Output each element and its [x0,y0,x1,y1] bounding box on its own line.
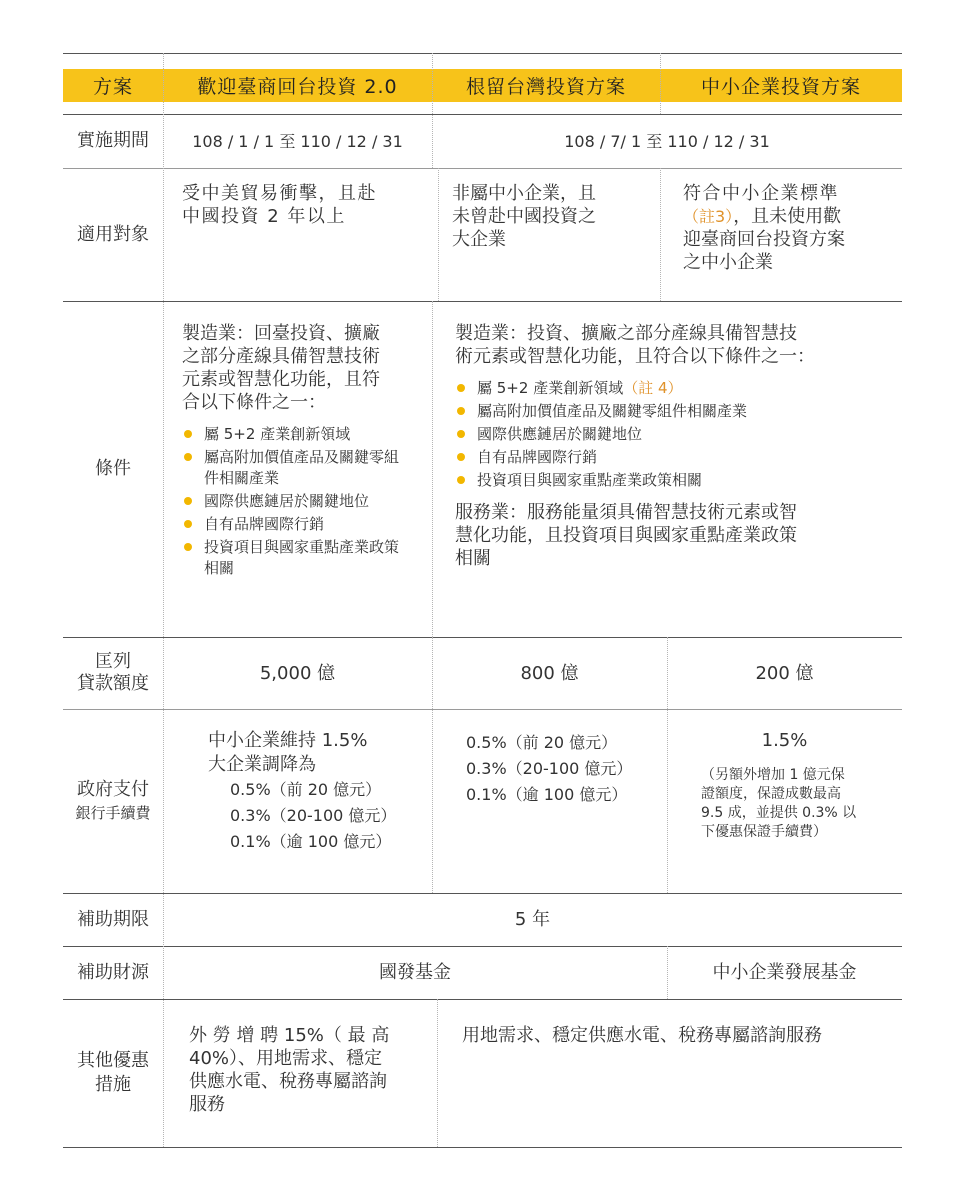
target-col2-line: 大企業 [452,229,506,250]
row-label-period: 實施期間 [77,130,149,151]
list-item: 自有品牌國際行銷 [182,514,427,535]
target-col1-line: 中國投資 2 年以上 [182,206,346,227]
fee-col2-tier: 0.1%（逾 100 億元） [466,785,628,804]
target-col3-line [683,205,898,228]
fee-col3-note-line: 證額度，保證成數最高 [701,786,841,802]
row-label-other-line2: 措施 [95,1074,131,1095]
rule-after-loan [63,709,902,710]
conditions-col23-service-line: 相關 [455,548,491,569]
table-bottom-rule [63,1147,902,1148]
header-taishang-return: 歡迎臺商回台投資 2.0 [197,76,398,98]
fee-col1-tier: 0.1%（逾 100 億元） [230,832,392,851]
target-col3-line: 之中小企業 [683,252,773,273]
table-top-rule [63,53,902,54]
fee-col3-note-line: 下優惠保證手續費） [701,824,827,840]
row-label-fee-line2: 銀行手續費 [75,804,151,822]
fee-col2 [466,730,666,808]
conditions-col1-bullets [182,424,427,579]
other-col23: 用地需求、穩定供應水電、稅務專屬諮詢服務 [462,1025,822,1046]
conditions-col1-intro-line: 合以下條件之一： [182,392,326,413]
conditions-col1 [182,322,427,581]
note-3: （註3） [683,207,734,226]
subsidy-period-value: 5 年 [514,909,551,930]
fee-col3-note-line: 9.5 成，並提供 0.3% 以 [701,805,857,821]
fee-col3-main: 1.5% [761,730,808,751]
target-col2 [452,182,657,251]
target-col3-line: 迎臺商回台投資方案 [683,229,845,250]
other-col1-line: 服務 [189,1094,225,1115]
list-item: 自有品牌國際行銷 [455,447,895,468]
row-label-other-line1: 其他優惠 [77,1050,149,1071]
note-4: （註 4） [623,379,683,397]
conditions-col23-bullets [455,378,895,491]
conditions-col23-intro-line: 製造業：投資、擴廠之部分產線具備智慧技 [455,323,797,344]
conditions-col23 [455,322,895,570]
fee-col1-tier: 0.3%（20-100 億元） [230,806,397,825]
target-col1 [182,182,432,228]
list-item: 屬 5+2 產業創新領域 [182,424,427,445]
row-label-subsidy-period: 補助期限 [77,908,149,930]
fee-col3-note [667,766,902,842]
header-sme-investment: 中小企業投資方案 [700,76,861,98]
conditions-col23-intro-line: 術元素或智慧化功能，且符合以下條件之一： [455,346,815,367]
row-label-loan-line2: 貸款額度 [77,673,149,694]
fee-col1-line: 大企業調降為 [208,754,316,775]
divider-conditions [432,301,433,637]
other-col1-line: 外 勞 增 聘 15%（ 最 高 [189,1025,390,1046]
period-col1: 108 / 1 / 1 至 110 / 12 / 31 [192,131,403,151]
header-plan: 方案 [92,76,133,98]
rule-after-target [63,301,902,302]
header-rooted-in-taiwan: 根留台灣投資方案 [465,76,626,98]
row-label-target: 適用對象 [77,223,149,245]
row-label-conditions: 條件 [95,458,131,479]
fee-col1 [208,729,430,855]
funding-col3: 中小企業發展基金 [712,962,857,983]
target-col3-line: 符合中小企業標準 [683,183,839,204]
divider-target-1 [438,168,439,301]
row-label-funding: 補助財源 [77,961,149,983]
other-col1 [189,1024,434,1116]
row-label-loan [63,637,163,709]
divider-target-2 [660,168,661,301]
fee-col3 [667,729,902,842]
list-item [455,378,895,399]
conditions-col23-service [455,501,895,570]
loan-col3: 200 億 [755,662,814,684]
divider-other [437,999,438,1147]
conditions-col23-intro [455,322,895,368]
list-item: 屬高附加價值產品及關鍵零組件相關產業 [182,447,427,489]
list-item: 投資項目與國家重點產業政策相關 [455,470,895,491]
fee-col1-tier: 0.5%（前 20 億元） [230,780,382,799]
row-label-loan-line1: 匡列 [95,651,131,672]
target-col2-line: 非屬中小企業，且 [452,183,596,204]
rule-after-funding [63,999,902,1000]
fee-col1-line: 中小企業維持 1.5% [208,730,368,751]
row-label-fee-line1: 政府支付 [77,779,149,800]
fee-col3-note-line: （另額外增加 1 億元保 [701,767,845,783]
funding-col12: 國發基金 [379,962,451,983]
other-col1-line: 40%）、用地需求、穩定 [189,1048,383,1069]
conditions-col1-intro-line: 製造業：回臺投資、擴廠 [182,323,380,344]
conditions-col23-service-line: 服務業：服務能量須具備智慧技術元素或智 [455,502,797,523]
target-col3 [683,182,898,274]
target-col1-line: 受中美貿易衝擊，且赴 [182,183,377,204]
list-item: 國際供應鏈居於關鍵地位 [182,491,427,512]
list-item: 投資項目與國家重點產業政策相關 [182,537,427,579]
row-label-other [63,999,163,1147]
fee-col2-tier: 0.5%（前 20 億元） [466,733,618,752]
loan-col1: 5,000 億 [259,662,336,684]
period-col23: 108 / 7/ 1 至 110 / 12 / 31 [564,131,770,151]
fee-col2-tier: 0.3%（20-100 億元） [466,759,633,778]
rule-after-period [63,168,902,169]
conditions-col23-service-line: 慧化功能，且投資項目與國家重點產業政策 [455,525,797,546]
row-label-fee [63,709,163,893]
other-col1-line: 供應水電、稅務專屬諮詢 [189,1071,387,1092]
conditions-col1-intro-line: 之部分產線具備智慧技術 [182,346,380,367]
target-col2-line: 未曾赴中國投資之 [452,206,596,227]
list-item: 國際供應鏈居於關鍵地位 [455,424,895,445]
loan-col2: 800 億 [520,662,579,684]
list-item: 屬高附加價值產品及關鍵零組件相關產業 [455,401,895,422]
conditions-col1-intro-line: 元素或智慧化功能，且符 [182,369,380,390]
target-col3-text: ，且未使用歡 [733,206,842,227]
conditions-col1-intro [182,322,427,414]
list-item-text: 屬 5+2 產業創新領域 [477,379,624,397]
